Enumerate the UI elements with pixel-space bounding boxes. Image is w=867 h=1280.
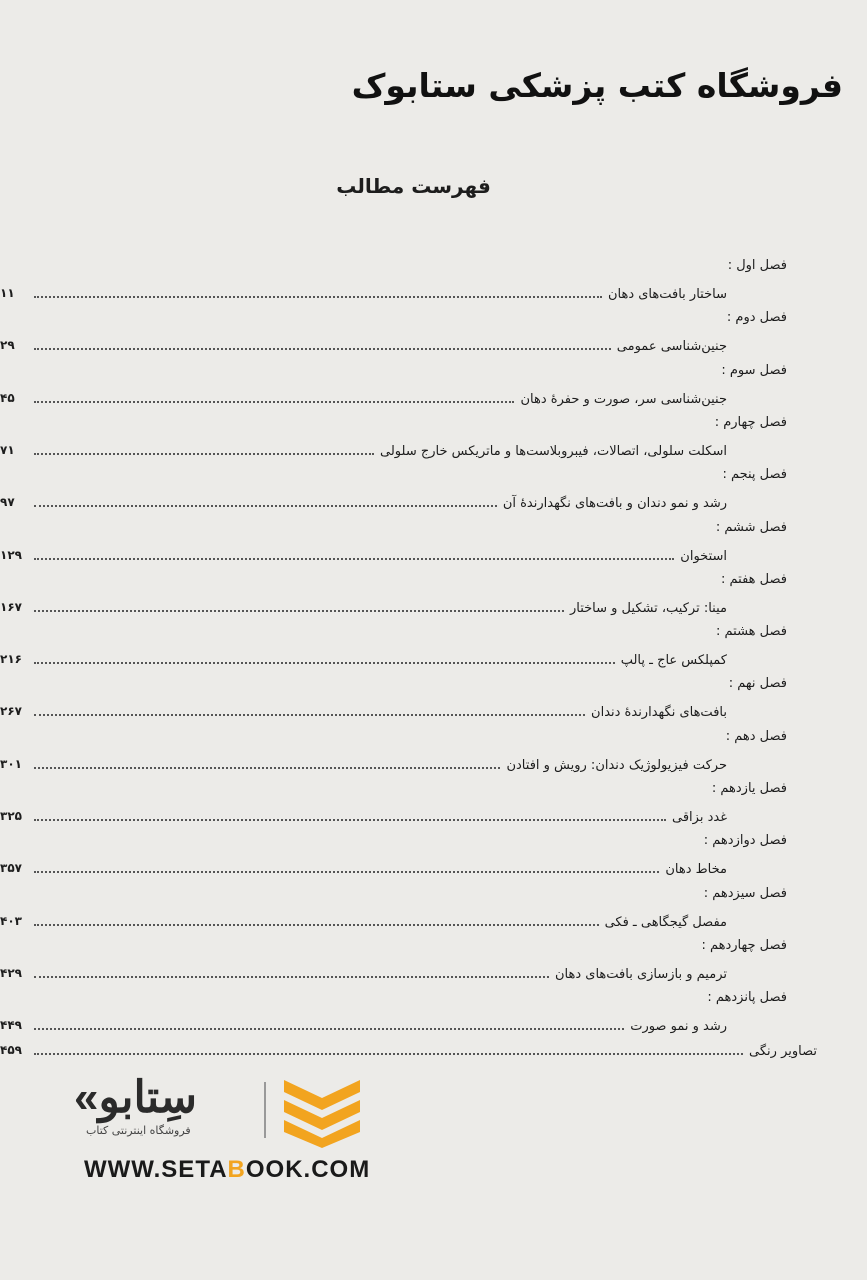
entry-title: کمپلکس عاج ـ پالپ bbox=[620, 653, 727, 669]
page-number: ۱۲۹ bbox=[0, 547, 22, 562]
page-number: ۳۵۷ bbox=[0, 861, 22, 876]
toc-entry[interactable] bbox=[34, 387, 727, 407]
chapter-label: فصل هشتم : bbox=[715, 624, 787, 640]
chapter-label: فصل چهاردهم : bbox=[701, 937, 787, 953]
toc-entry[interactable] bbox=[34, 544, 727, 564]
chapter-label: فصل چهارم : bbox=[714, 414, 787, 430]
toc-title: فهرست مطالب bbox=[336, 174, 491, 198]
page-number: ۴۲۹ bbox=[0, 965, 22, 980]
page-number: ۹۷ bbox=[0, 495, 15, 510]
chapter-label: فصل هفتم : bbox=[721, 571, 787, 587]
toc-entry-final[interactable] bbox=[34, 1039, 817, 1059]
chapter-label: فصل پنجم : bbox=[722, 467, 787, 483]
table-of-contents bbox=[0, 258, 867, 1078]
toc-entry[interactable] bbox=[34, 962, 727, 982]
entry-title: جنین‌شناسی سر، صورت و حفرهٔ دهان bbox=[520, 391, 727, 407]
url-accent: B bbox=[227, 1156, 246, 1183]
dot-leader bbox=[34, 1028, 624, 1030]
page-number: ۱۱ bbox=[0, 286, 15, 300]
entry-title: غدد بزاقی bbox=[672, 810, 727, 825]
entry-title: رشد و نمو دندان و بافت‌های نگهدارندهٔ آن bbox=[502, 496, 727, 512]
dot-leader bbox=[34, 819, 666, 821]
entry-title: مخاط دهان bbox=[665, 862, 727, 878]
dot-leader bbox=[34, 453, 374, 455]
toc-entry[interactable] bbox=[34, 596, 727, 616]
page-number: ۱۶۷ bbox=[0, 599, 22, 614]
chapter-label: فصل پانزدهم : bbox=[707, 990, 787, 1006]
chapter-label: فصل دوم : bbox=[726, 310, 787, 326]
entry-title: مفصل گیجگاهی ـ فکی bbox=[604, 914, 727, 930]
dot-leader bbox=[34, 610, 564, 612]
dot-leader bbox=[34, 296, 602, 298]
setabook-logo bbox=[64, 1072, 374, 1152]
dot-leader bbox=[34, 558, 674, 560]
toc-entry[interactable] bbox=[34, 857, 727, 877]
page-number: ۳۰۱ bbox=[0, 756, 22, 771]
entry-title: ساختار بافت‌های دهان bbox=[607, 287, 727, 302]
dot-leader bbox=[34, 924, 599, 926]
page-number: ۴۵ bbox=[0, 390, 15, 405]
toc-entry[interactable] bbox=[34, 1014, 727, 1034]
url-prefix: WWW.SETA bbox=[84, 1156, 228, 1183]
toc-entry[interactable] bbox=[34, 648, 727, 668]
chapter-label: فصل یازدهم : bbox=[711, 781, 787, 796]
toc-entry[interactable] bbox=[34, 910, 727, 930]
toc-entry[interactable] bbox=[34, 334, 727, 354]
entry-title: اسکلت سلولی، اتصالات، فیبروبلاست‌ها و ماتریکس خارج سلولی bbox=[380, 443, 727, 459]
site-url[interactable] bbox=[84, 1156, 370, 1184]
chapter-label: فصل ششم : bbox=[715, 519, 787, 535]
toc-entry[interactable] bbox=[34, 700, 727, 720]
dot-leader bbox=[34, 1053, 743, 1055]
book-stack-icon bbox=[278, 1072, 366, 1148]
dot-leader bbox=[34, 976, 549, 978]
chapter-label: فصل سیزدهم : bbox=[703, 885, 787, 901]
entry-title: استخوان bbox=[680, 548, 727, 564]
logo-divider bbox=[264, 1082, 266, 1138]
page-number: ۲۶۷ bbox=[0, 704, 22, 719]
chapter-label: فصل دهم : bbox=[725, 728, 787, 744]
store-header-title: فروشگاه کتب پزشکی ستابوک bbox=[351, 66, 843, 105]
entry-title: ترمیم و بازسازی بافت‌های دهان bbox=[554, 966, 727, 982]
entry-title: رشد و نمو صورت bbox=[630, 1019, 727, 1035]
entry-title: حرکت فیزیولوژیک دندان: رویش و افتادن bbox=[506, 757, 727, 773]
page-number: ۳۲۵ bbox=[0, 809, 22, 823]
chapter-label: فصل اول : bbox=[727, 258, 787, 273]
dot-leader bbox=[34, 714, 585, 716]
entry-title: جنین‌شناسی عمومی bbox=[616, 339, 727, 355]
dot-leader bbox=[34, 401, 514, 403]
page-number: ۲۹ bbox=[0, 338, 15, 353]
page-number: ۴۴۹ bbox=[0, 1018, 22, 1033]
logo-tagline: فروشگاه اینترنتی کتاب bbox=[86, 1124, 191, 1137]
url-suffix: OOK.COM bbox=[245, 1156, 371, 1183]
entry-title: بافت‌های نگهدارندهٔ دندان bbox=[591, 705, 727, 721]
chapter-label: فصل نهم : bbox=[728, 676, 787, 692]
toc-entry[interactable] bbox=[34, 491, 727, 511]
toc-entry[interactable] bbox=[34, 439, 727, 459]
entry-title: مینا: ترکیب، تشکیل و ساختار bbox=[569, 600, 727, 616]
dot-leader bbox=[34, 871, 659, 873]
dot-leader bbox=[34, 662, 615, 664]
page-number: ۴۰۳ bbox=[0, 913, 22, 928]
toc-entry[interactable] bbox=[34, 805, 727, 825]
page-number: ۷۱ bbox=[0, 442, 15, 457]
entry-title: تصاویر رنگی bbox=[749, 1043, 817, 1059]
chapter-label: فصل سوم : bbox=[721, 362, 787, 378]
chapter-label: فصل دوازدهم : bbox=[703, 833, 787, 849]
logo-wordmark: «سِتابو bbox=[74, 1073, 198, 1122]
dot-leader bbox=[34, 348, 611, 350]
toc-entry[interactable] bbox=[34, 753, 727, 773]
dot-leader bbox=[34, 505, 497, 507]
dot-leader bbox=[34, 767, 500, 769]
page-number: ۲۱۶ bbox=[0, 652, 22, 667]
toc-entry[interactable] bbox=[34, 282, 727, 302]
page-number: ۴۵۹ bbox=[0, 1042, 22, 1057]
